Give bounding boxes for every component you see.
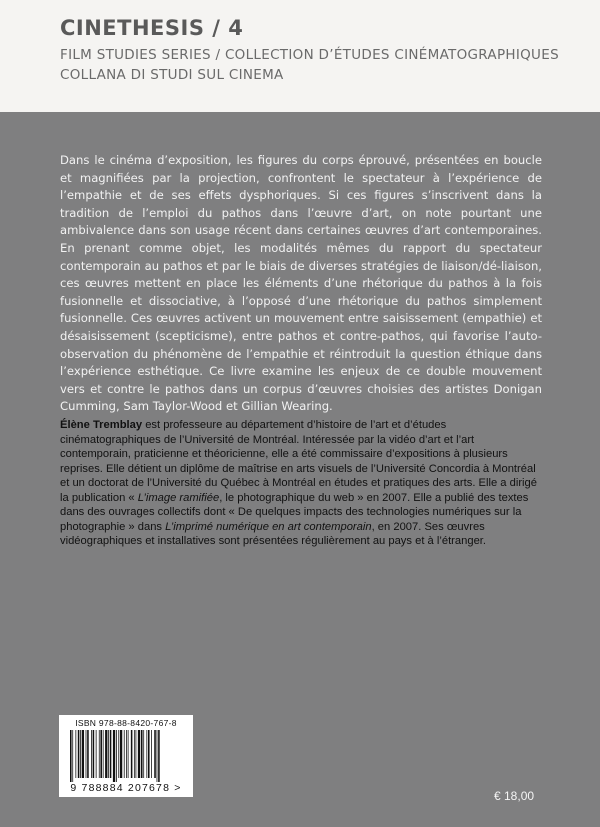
bio-text-part2: , le photographique du web » en 2007. Elle a publié des textes dans des ouvrages collectifs dont « De quelques impacts des technologies numériques sur la photographie » dans <box>60 491 529 533</box>
barcode-bar <box>86 730 87 778</box>
barcode-bar <box>70 730 72 782</box>
series-title: CINETHESIS / 4 <box>60 16 244 40</box>
barcode-bar <box>99 730 100 778</box>
barcode-bar <box>124 730 125 778</box>
series-header <box>0 0 600 112</box>
barcode-bar <box>87 730 89 778</box>
barcode-block <box>59 715 193 797</box>
book-blurb: Dans le cinéma d’exposition, les figures du corps éprouvé, présentées en boucle et magnifiées par la projection, confrontent le spectateur à l’expérience de l’empathie et de ses effets dysphoriques. Si ces figures s’inscrivent dans la tradition de l’emploi du pathos dans l’œuvre d’art, on note pourtant une ambivalence dans son usage récent dans certaines œuvres d’art contemporaines. En prenant comme objet, les modalités mêmes du rapport du spectateur contemporain au pathos et par le biais de diverses stratégies de liaison/dé-liaison, ces œuvres mettent en place les éléments d’une rhétorique du pathos à la fois fusionnelle et dissociative, à l’opposé d’une rhétorique du pathos simplement fusionnelle. Ces œuvres activent un mouvement entre saisissement (empathie) et désaisissement (scepticisme), entre pathos et contre-pathos, qui favorise l’auto-observation du phénomène de l’empathie et réintroduit la question éthique dans l’expérience esthétique. Ce livre examine les enjeux de ce double mouvement vers et contre le pathos dans un corpus d’œuvres choisies des artistes Donigan Cumming, Sam Taylor-Wood et Gillian Wearing. <box>60 153 542 414</box>
barcode-image <box>69 730 183 782</box>
barcode-bar <box>72 730 73 782</box>
bio-text-part1: est professeure au département d’histoire de l’art et d’études cinématographiques de l’Université de Montréal. Intéressée par la vidéo d’art et l’art contemporain, praticienne et théoricienne, elle a été commissaire d’expositions à plusieurs reprises. Elle détient un diplôme de maîtrise en arts visuels de l’Université Concordia à Montréal et un doctorat de l’Université du Québec à Montréal en études et pratiques des arts. Elle a dirigé la publication « <box>60 419 537 504</box>
barcode-bar <box>100 730 102 778</box>
bio-publication-title1: L’image ramifiée <box>137 491 220 504</box>
barcode-bar <box>151 730 152 778</box>
barcode-bar <box>116 730 117 782</box>
barcode-bar <box>131 730 133 778</box>
bio-text-part3: , en 2007. Ses œuvres vidéographiques et installatives sont présentées régulièrement au pays et à l’étranger. <box>60 520 487 547</box>
barcode-bar <box>134 730 135 778</box>
barcode-bar <box>110 730 112 778</box>
price: € 18,00 <box>494 789 535 803</box>
barcode-bar <box>113 730 115 782</box>
barcode-bar <box>78 730 80 778</box>
barcode-bar <box>146 730 147 778</box>
series-subtitle-line1: FILM STUDIES SERIES / COLLECTION D’ÉTUDES CINÉMATOGRAPHIQUES <box>60 47 559 63</box>
series-subtitle-line2: COLLANA DI STUDI SUL CINEMA <box>60 67 284 83</box>
barcode-bar <box>118 730 119 778</box>
bio-publication-title2: L’imprimé numérique en art contemporain <box>165 520 372 533</box>
barcode-bar <box>82 730 84 778</box>
barcode-bar <box>93 730 95 778</box>
barcode-bar <box>126 730 127 778</box>
barcode-bar <box>96 730 97 778</box>
barcode-bar <box>80 730 81 778</box>
author-bio <box>60 418 542 549</box>
barcode-bar <box>91 730 92 778</box>
barcode-bar <box>108 730 109 778</box>
barcode-bar <box>138 730 140 778</box>
barcode-bar <box>105 730 107 778</box>
barcode-bar <box>157 730 158 782</box>
barcode-bar <box>154 730 156 778</box>
barcode-bar <box>148 730 150 778</box>
barcode-bar <box>158 730 160 782</box>
barcode-bar <box>120 730 122 778</box>
barcode-digits: 9 788884 207678 > <box>70 782 182 794</box>
isbn-label: ISBN 978-88-8420-767-8 <box>75 718 177 728</box>
author-name: Élène Tremblay <box>60 419 143 431</box>
barcode-bar <box>128 730 129 778</box>
barcode-bar <box>136 730 137 778</box>
barcode-bar <box>75 730 76 778</box>
barcode-bar <box>103 730 104 778</box>
barcode-bar <box>141 730 143 778</box>
barcode-bar <box>143 730 144 778</box>
